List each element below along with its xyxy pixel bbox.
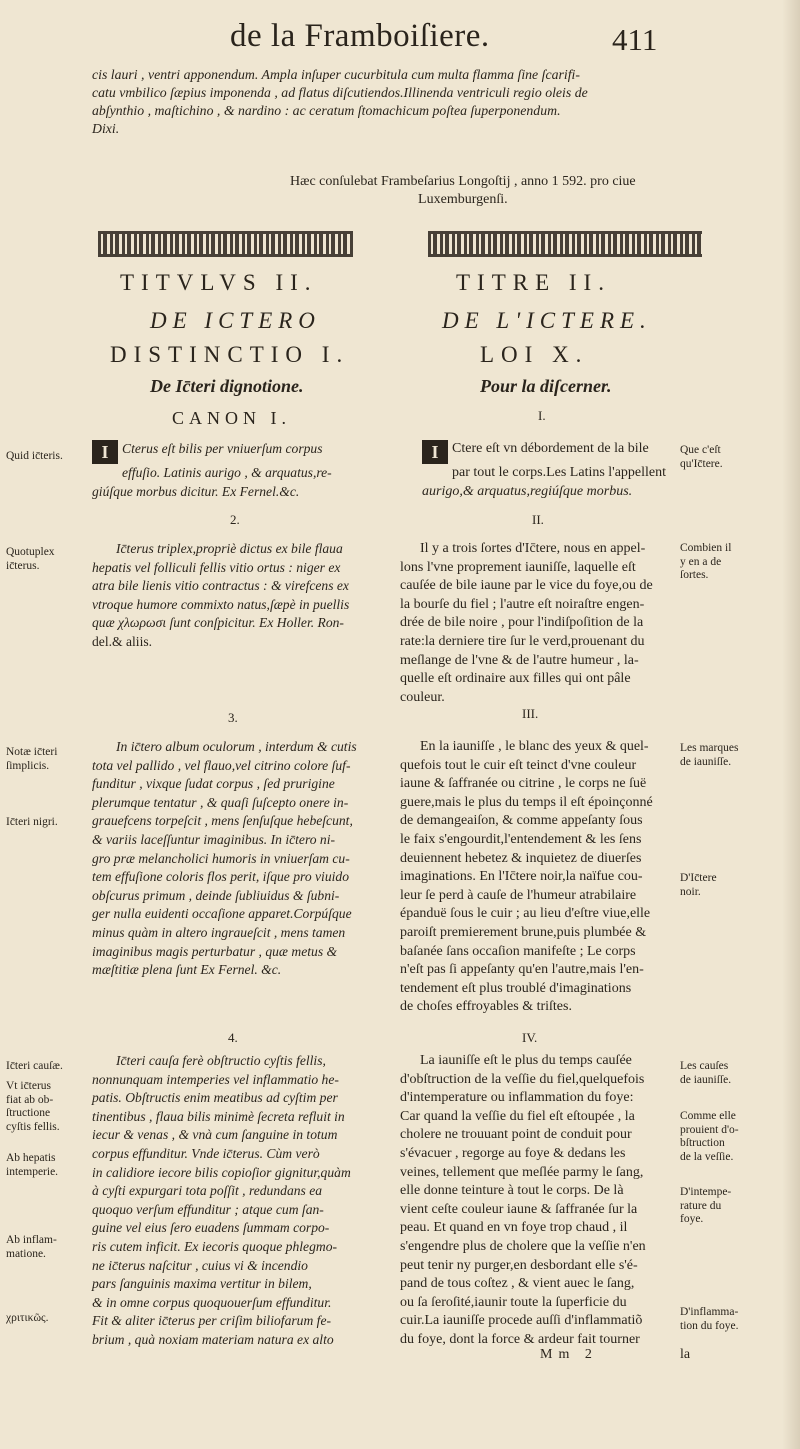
latin-margin-note-6: Vt ic̄terus fiat ab ob- ſtructione cyſtis fellis. bbox=[6, 1080, 60, 1133]
french-paragraph-2: Il y a trois ſortes d'Ic̄tere, nous en appel- lons l'vne proprement iauniſſe, laquelle eſt cauſée de bile iaune par le vice du foye,ou de la bourſe du fiel ; l'autre eſt noiraſtre engen- drée de bile noire , pour l'indiſpoſition de la rate:la derniere tire ſur le verd,prouenant du meſlange de l'vne & de l'autre humeur , la- quelle eſt ordinaire aux filles qui ont pâle couleur. bbox=[400, 541, 653, 705]
french-paragraph-1: I Ctere eſt vn débordement de la bile par tout le corps.Les Latins l'appellent aurigo,& arquatus,regiúſque morbus. bbox=[422, 441, 667, 499]
latin-distinctio: DISTINCTIO I. bbox=[110, 342, 350, 367]
french-paragraph-3: En la iauniſſe , le blanc des yeux & quel- quefois tout le cuir eſt teinct d'vne couleur iaune & ſaffranée ou citrine , le corps ne ſuë guere,mais le plus du temps il eſt époinçonné de demangeaiſon, & comme appeſanty ſous le faix s'engourdit,l'entendement & les ſens deuiennent hebetez & inquietez de diuerſes imaginations. En l'Ic̄tere noir,la naïfue cou- leur ſe perd à cauſe de l'humeur atrabilaire épanduë ſous le cuir ; au lieu d'eſtre viue,elle paroiſt premierement brune,puis plumbée & baſanée ſans occaſion manifeſte ; Le corps n'eſt pas ſi appeſanty qu'en l'autre,mais l'en- tendement eſt plus troublé d'imaginations de choſes effroyables & triſtes. bbox=[400, 739, 653, 1015]
latin-margin-note-4: Ic̄teri nigri. bbox=[6, 816, 58, 828]
intro-line: catu vmbilico ſæpius imponenda , ad flatus diſcutiendos.Illinenda ventriculi regio oleis de bbox=[92, 85, 588, 100]
french-loi: LOI X. bbox=[480, 342, 589, 367]
dropcap: I bbox=[92, 440, 118, 464]
intro-line: cis lauri , ventri apponendum. Ampla inſuper cucurbitula cum multa flamma ſine ſcarifi- bbox=[92, 67, 580, 82]
dropcap: I bbox=[422, 440, 448, 464]
french-margin-note-7: D'intempe- rature du foye. bbox=[680, 1186, 732, 1225]
dedication bbox=[290, 173, 636, 209]
intro-line: Dixi. bbox=[92, 121, 120, 136]
signature-mark: Mm 2 bbox=[540, 1347, 598, 1362]
latin-margin-note-9: χριτικῶς. bbox=[6, 1312, 49, 1324]
latin-margin-note-3: Notæ ic̄teri ſimplicis. bbox=[6, 746, 58, 772]
latin-number-2: 2. bbox=[230, 512, 240, 527]
ornament-band-left bbox=[98, 231, 353, 257]
latin-number-3: 3. bbox=[228, 710, 238, 725]
page-edge-shadow bbox=[782, 0, 800, 1449]
french-margin-note-6: Comme elle prouient d'o- bſtruction de la veſſie. bbox=[680, 1110, 739, 1163]
french-paragraph-4: La iauniſſe eſt le plus du temps cauſée d'obſtruction de la veſſie du fiel,quelquefois d'intemperature ou inflammation du foye: Car quand la veſſie du fiel eſt eſtoupée , la cholere ne trouuant point de conduit pour s'évacuer , regorge au foye & dedans les veines, tellement que meſlée parmy le ſang, elle donne teinture à tout le corps. De là vient ceſte couleur iaune & ſaffranée ſur la peau. Et quand en vn foye trop chaud , il s'engendre plus de cholere que la veſſie n'en peut tenir ny purger,en desbordant elle s'é- pand de tous coſtez , & vient auec le ſang, ou ſa ſeroſité,iaunir toute la ſuperficie du cuir.La iauniſſe procede auſſi d'inflammatiõ du foye, dont la force & ardeur fait tourner bbox=[400, 1053, 646, 1347]
french-margin-note-8: D'inflamma- tion du foye. bbox=[680, 1306, 739, 1332]
latin-paragraph-3: In ic̄tero album oculorum , interdum & cutis tota vel pallido , vel flauo,vel citrino colore ſuf- funditur , vixque ſudat corpus , ſed prurigine plerumque tentatur , & quaſi ſuſcepto onere in- grauefcens torpeſcit , mens ſenſuſque hebeſcunt, & variis laceſſuntur imaginibus. In ic̄tero ni- gro præ melancholici humoris in vniuerſam cu- tem effuſione coloris flos perit, iſque pro viuido obſcurus primum , deinde ſubliuidus & ſubni- ger nulla euidenti occaſione apparet.Corpúſque minus quàm in altero ingraueſcit , mens tamen imaginibus magis perturbatur , quæ metus & mæſtitiæ plena ſunt Ex Fernel. &c. bbox=[92, 739, 357, 978]
french-margin-note-5: Les cauſes de iauniſſe. bbox=[680, 1060, 732, 1086]
french-margin-note-2: Combien il y en a de ſortes. bbox=[680, 542, 732, 581]
latin-margin-note-2: Quotuplex ic̄terus. bbox=[6, 546, 55, 572]
french-margin-note-4: D'Ic̄tere noir. bbox=[680, 872, 717, 898]
latin-subtitle: DE ICTERO bbox=[150, 308, 321, 333]
dedication-line: Luxemburgenſi. bbox=[418, 192, 508, 207]
latin-margin-note-5: Ic̄teri cauſæ. bbox=[6, 1060, 63, 1072]
french-number-4: IV. bbox=[522, 1030, 538, 1045]
intro-paragraph bbox=[92, 66, 692, 138]
catchword: la bbox=[680, 1347, 691, 1362]
french-number-2: II. bbox=[532, 512, 544, 527]
latin-section-title: De Ic̄teri dignotione. bbox=[150, 376, 304, 396]
french-number-1: I. bbox=[538, 408, 546, 423]
latin-paragraph-1: I Cterus eſt bilis per vniuerſum corpus effuſio. Latinis aurigo , & arquatus,re- giúſque morbus dicitur. Ex Fernel.&c. bbox=[92, 441, 332, 499]
latin-margin-note-7: Ab hepatis intemperie. bbox=[6, 1152, 59, 1178]
latin-canon: CANON I. bbox=[172, 408, 291, 428]
french-section-title: Pour la diſcerner. bbox=[480, 376, 612, 396]
french-subtitle: DE L'ICTERE. bbox=[442, 308, 652, 333]
page-number: 411 bbox=[612, 22, 658, 57]
latin-paragraph-2: Ic̄terus triplex,propriè dictus ex bile flaua hepatis vel folliculi fellis vitio ortus : niger ex atra bile lienis vitio contractus : & virefcens ex vtroque humore commixto natus,ſæpè in puellis quæ χλωρωσι ſunt conſpicitur. Ex Holler. Ron- del.& aliis. bbox=[92, 541, 350, 649]
french-margin-note-3: Les marques de iauniſſe. bbox=[680, 742, 739, 768]
ornament-band-right bbox=[428, 231, 702, 257]
intro-line: abſynthio , maſtichino , & nardino : ac ceratum ſtomachicum poſtea ſuperponendum. bbox=[92, 103, 561, 118]
french-number-3: III. bbox=[522, 706, 539, 721]
dedication-line: Hæc conſulebat Frambeſarius Longoſtij , anno 1 592. pro ciue bbox=[290, 174, 636, 189]
french-margin-note-1: Que c'eſt qu'Ic̄tere. bbox=[680, 444, 723, 470]
latin-margin-note-1: Quid ic̄teris. bbox=[6, 450, 63, 462]
latin-number-4: 4. bbox=[228, 1030, 238, 1045]
french-title: TITRE II. bbox=[456, 270, 611, 295]
latin-paragraph-4: Ic̄teri cauſa ferè obſtructio cyſtis fellis, nonnunquam intemperies vel inflammatio he- patis. Obſtructis enim meatibus ad cyſtim per tinentibus , flaua bilis minimè ſecreta refluit in iecur & venas , & vnà cum ſanguine in totum corpus effunditur. Vnde ic̄terus. Cùm verò in calidiore iecore bilis copioſior gignitur,quàm à cyſti expurgari tota poſſit , redundans ea quoquo verſum effunditur ; atque cum ſan- guine vel eius ſero euadens ſummam corpo- ris cutem inficit. Ex iecoris quoque phlegmo- ne ic̄terus naſcitur , cuius vi & incendio pars ſanguinis maxima vertitur in bilem, & in omne corpus quoquouerſum effunditur. Fit & aliter ic̄terus per criſim biliofarum fe- brium , quà noxiam materiam natura ex alto bbox=[92, 1053, 351, 1347]
running-title: de la Framboiſiere. bbox=[230, 18, 490, 54]
latin-title: TITVLVS II. bbox=[120, 270, 318, 295]
latin-margin-note-8: Ab inflam- matione. bbox=[6, 1234, 57, 1260]
